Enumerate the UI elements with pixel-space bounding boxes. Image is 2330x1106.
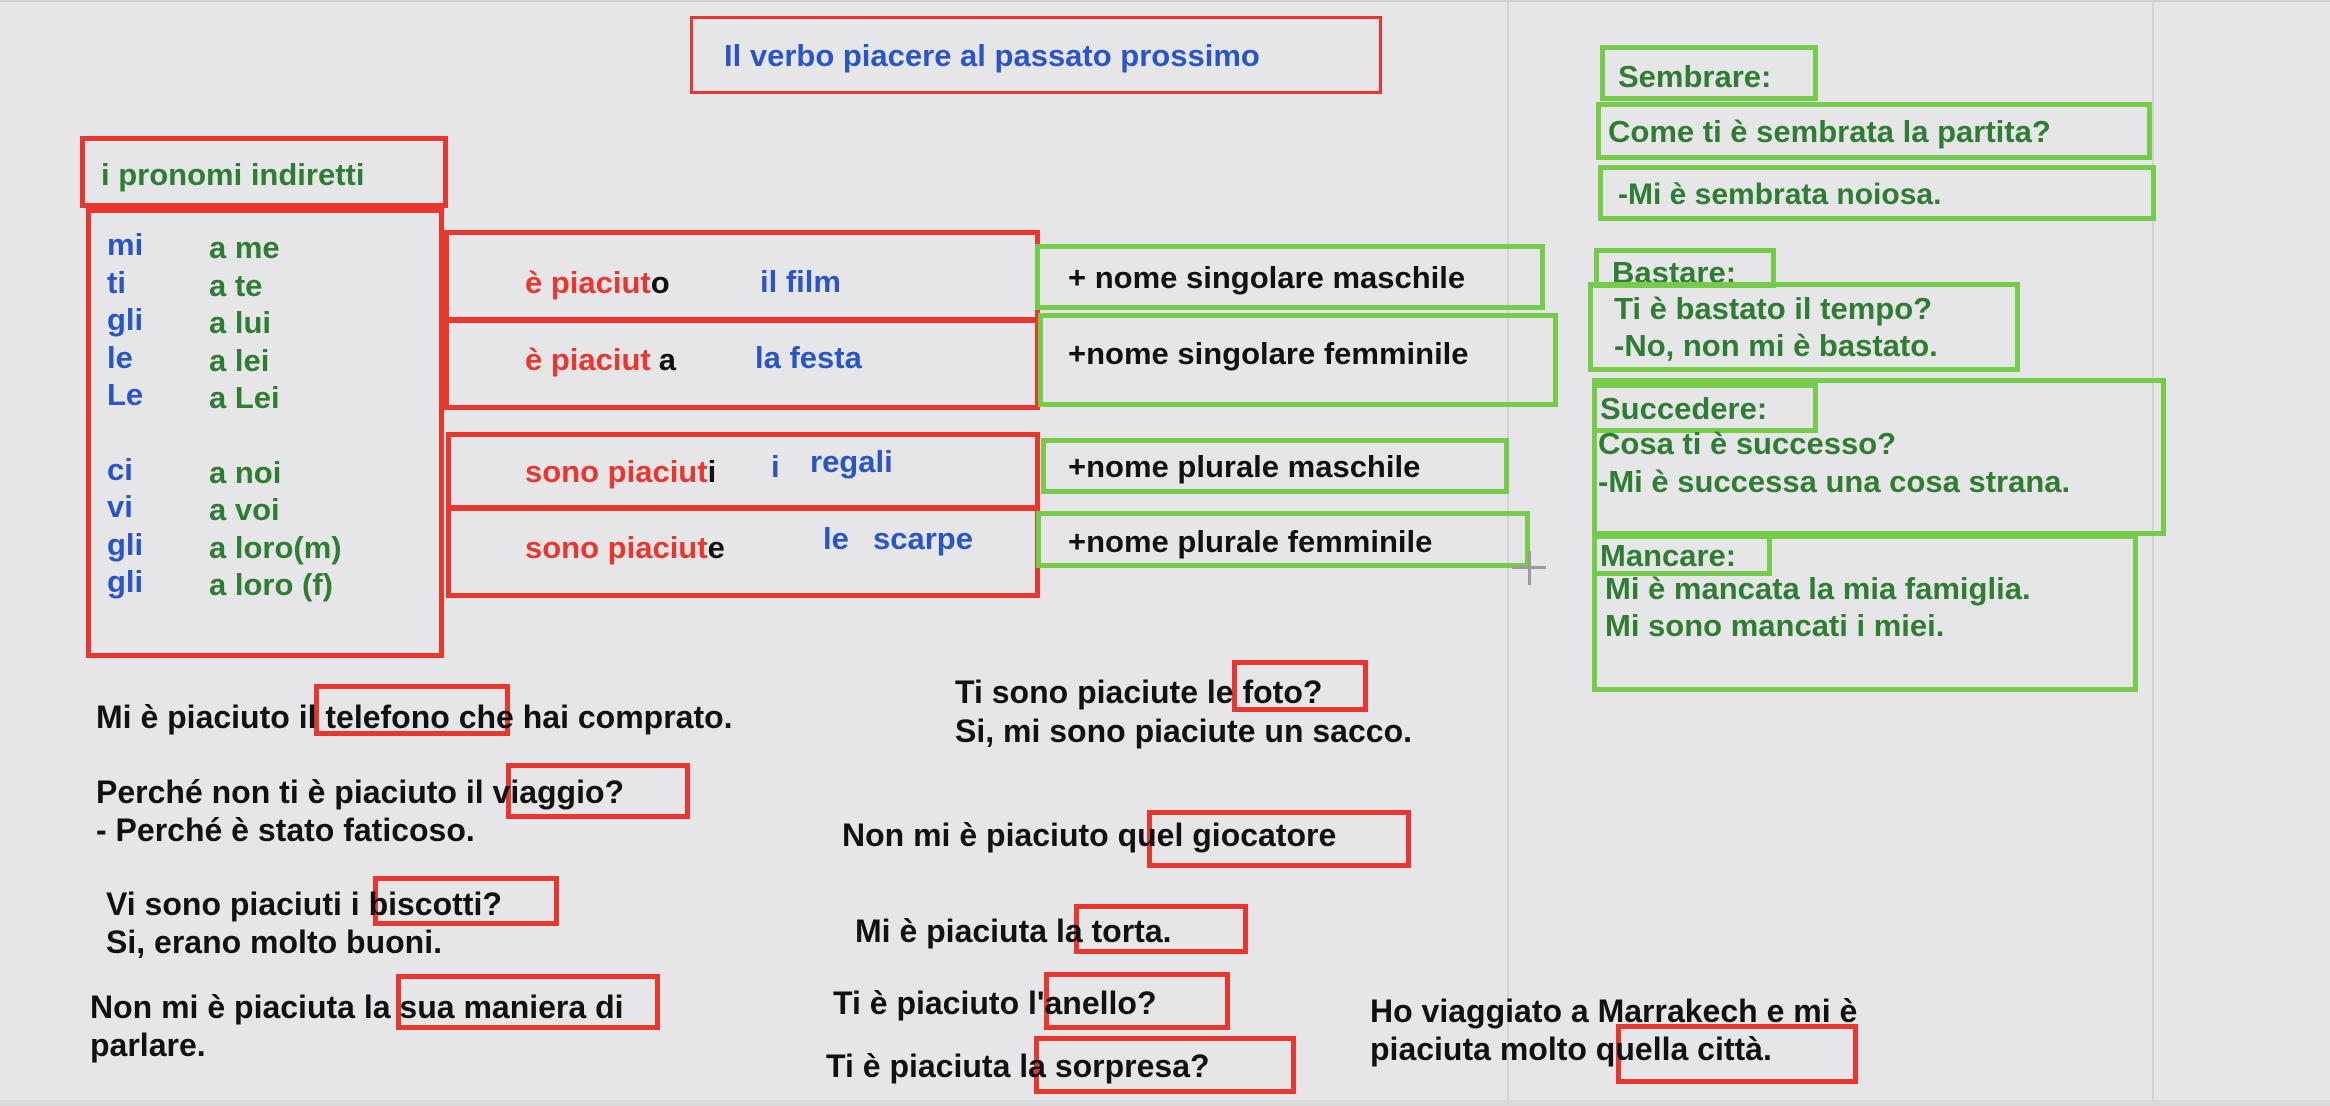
example-sentence: Vi sono piaciuti i biscotti? (106, 886, 502, 922)
example-reply: parlare. (90, 1027, 206, 1063)
pronoun-tonico: a Lei (209, 380, 280, 415)
example-sentence: Perché non ti è piaciuto il viaggio? (96, 774, 625, 810)
page-title: Il verbo piacere al passato prossimo (724, 38, 1260, 73)
rule-text: +nome plurale maschile (1068, 449, 1421, 484)
example-key: il viaggio (465, 774, 605, 810)
participle-ending: a (658, 342, 677, 377)
form-noun: il film (760, 264, 841, 299)
pronoun-atono: mi (107, 227, 144, 262)
example-key: l'anello? (1028, 985, 1157, 1021)
rule-text: + nome singolare maschile (1068, 260, 1466, 295)
rule-text: +nome plurale femminile (1068, 524, 1433, 559)
example-reply: Si, erano molto buoni. (106, 924, 442, 960)
verb-label-succedere: Succedere: (1600, 391, 1768, 426)
form-participle (525, 342, 676, 378)
example-key: quel giocatore (1117, 817, 1337, 853)
pronoun-tonico: a noi (209, 454, 282, 490)
participle-stem: sono piaciut (525, 530, 708, 565)
participle-ending: o (650, 265, 670, 300)
example-key: quella città. (1595, 1031, 1772, 1067)
pronoun-tonico: a te (209, 267, 263, 303)
pronoun-tonico: a lei (209, 342, 270, 378)
pronoun-atono: ti (107, 264, 126, 300)
example-reply: Si, mi sono piaciute un sacco. (955, 713, 1412, 749)
pronouns-atoni-col (107, 226, 143, 601)
form-participle (525, 454, 716, 490)
participle-stem: sono piaciut (525, 454, 708, 489)
form-noun: la festa (755, 340, 862, 375)
pronoun-atono: gli (107, 526, 144, 562)
sembrare-question: Come ti è sembrata la partita? (1608, 114, 2051, 149)
example-key: le foto? (1206, 674, 1323, 710)
example-sentence: Mi è piaciuta la torta. (855, 913, 1172, 949)
participle-stem: è piaciut (525, 342, 651, 377)
crosshair-cursor-icon (1512, 551, 1546, 585)
pronoun-atono: ci (107, 451, 133, 487)
pronoun-tonico: a voi (209, 492, 280, 527)
window-top-edge (0, 0, 2330, 2)
form-noun: regali (810, 444, 893, 479)
pronoun-atono: le (107, 339, 133, 375)
mancare-line-1: Mi è mancata la mia famiglia. (1605, 571, 2031, 606)
example-sentence: Ti sono piaciute le foto? (955, 674, 1323, 710)
example-sentence: Non mi è piaciuto quel giocatore (842, 817, 1337, 853)
participle-ending: i (707, 454, 717, 489)
example-sentence: Ti è piaciuto l'anello? (833, 985, 1157, 1021)
rule-text: +nome singolare femminile (1068, 336, 1469, 371)
form-article: le (823, 521, 849, 556)
example-key: la sua maniera (363, 989, 587, 1025)
pronoun-atono: vi (107, 489, 133, 524)
form-noun: scarpe (873, 521, 973, 556)
pronoun-atono: gli (107, 302, 144, 337)
example-key: il telefono (298, 699, 450, 735)
example-sentence: Ho viaggiato a Marrakech e mi è (1370, 993, 1858, 1029)
example-key: i biscotti? (350, 886, 502, 922)
pronoun-tonico: a me (209, 230, 280, 265)
pronoun-tonico: a loro (f) (209, 567, 333, 602)
pronouns-header: i pronomi indiretti (101, 157, 365, 192)
mancare-line-2: Mi sono mancati i miei. (1605, 608, 1945, 643)
example-sentence: Non mi è piaciuta la sua maniera di (90, 989, 624, 1025)
pronoun-tonico: a lui (209, 305, 272, 340)
succedere-question: Cosa ti è successo? (1598, 426, 1897, 461)
example-sentence: piaciuta molto quella città. (1370, 1031, 1772, 1067)
form-article: i (771, 449, 780, 484)
verb-label-mancare: Mancare: (1600, 538, 1737, 573)
succedere-answer: -Mi è successa una cosa strana. (1598, 464, 2071, 499)
participle-ending: e (707, 530, 725, 565)
example-sentence: Mi è piaciuto il telefono che hai comprato. (96, 699, 733, 735)
sembrare-answer: -Mi è sembrata noiosa. (1618, 178, 1942, 211)
form-participle (525, 530, 725, 566)
participle-stem: è piaciut (525, 265, 651, 300)
example-key: la torta. (1055, 913, 1172, 949)
form-participle (525, 265, 670, 301)
pronoun-atono: Le (107, 377, 144, 412)
verb-label-sembrare: Sembrare: (1618, 59, 1772, 94)
pronoun-atono: gli (107, 564, 144, 599)
bastare-question: Ti è bastato il tempo? (1614, 291, 1933, 326)
window-bottom-edge (0, 1100, 2330, 1106)
pronoun-tonico: a loro(m) (209, 529, 342, 565)
pronouns-tonici-col (209, 229, 342, 604)
verb-label-bastare: Bastare: (1612, 255, 1737, 290)
example-key: la sorpresa? (1019, 1048, 1210, 1084)
bastare-answer: -No, non mi è bastato. (1614, 328, 1938, 363)
example-sentence: Ti è piaciuta la sorpresa? (826, 1048, 1210, 1084)
example-reply: - Perché è stato faticoso. (96, 812, 475, 848)
